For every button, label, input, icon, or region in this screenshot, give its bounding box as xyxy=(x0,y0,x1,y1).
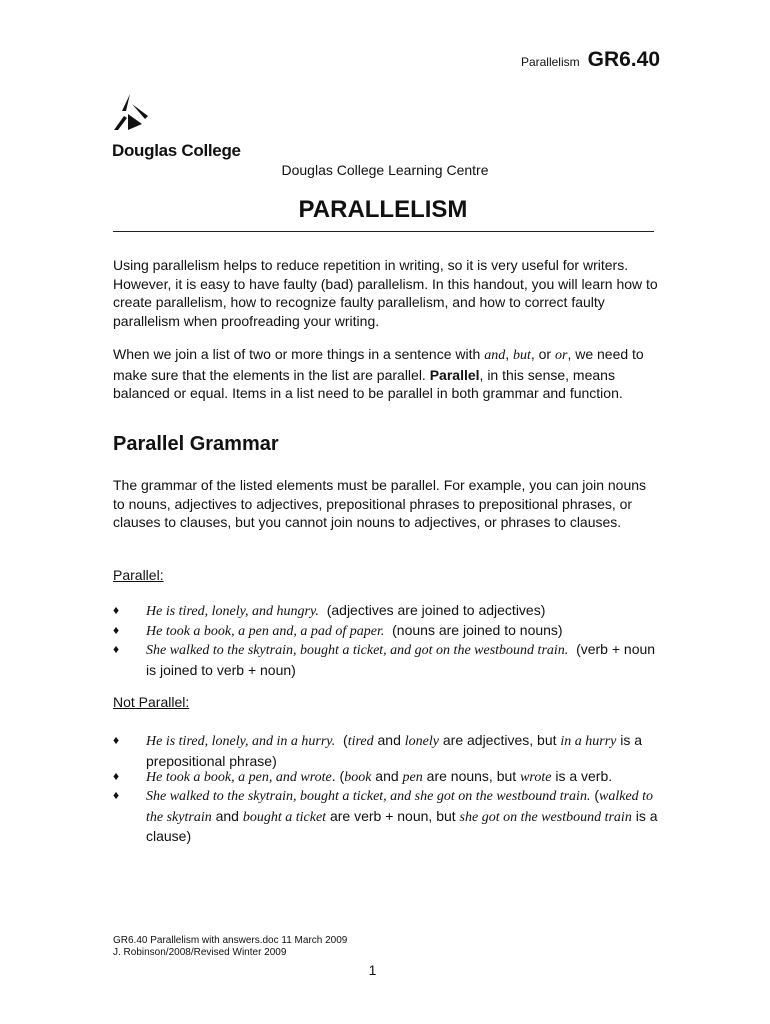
grammar-paragraph: The grammar of the listed elements must be parallel. For example, you can join nouns to nouns, adjectives to adjectives, prepositional phrases to prepositional phrases, or clauses to clauses, but you cannot join nouns to adjectives, or phrases to clauses. xyxy=(113,477,647,530)
running-header xyxy=(521,48,660,72)
list-item: ♦ She walked to the skytrain, bought a ticket, and she got on the westbound train. (walked to the skytrain and bought a ticket are verb + noun, but she got on the westbound train is a clause) xyxy=(113,787,658,844)
diamond-bullet-icon: ♦ xyxy=(113,642,120,656)
douglas-college-logo xyxy=(112,94,241,161)
header-label: Parallelism xyxy=(520,55,580,69)
page-title: PARALLELISM xyxy=(298,196,468,223)
parallel-definition-paragraph: When we join a list of two or more things in a sentence with and, but, or or, we need to make sure that the elements in the list are parallel. Parallel, in this sense, means balanced or equal. Items in a list need to be parallel in both grammar and function. xyxy=(113,346,644,401)
list-item: ♦ He is tired, lonely, and in a hurry. (tired and lonely are adjectives, but in a hurry is a prepositional phrase) xyxy=(113,732,643,769)
list-item: ♦ He took a book, a pen and, a pad of paper. (nouns are joined to nouns) xyxy=(113,622,563,639)
logo-mark-icon xyxy=(112,94,152,132)
diamond-bullet-icon: ♦ xyxy=(113,788,120,802)
document-footer xyxy=(113,935,347,959)
diamond-bullet-icon: ♦ xyxy=(113,603,120,617)
learning-centre-line: Douglas College Learning Centre xyxy=(281,162,489,178)
header-code: GR6.40 xyxy=(587,48,660,71)
list-item: ♦ He is tired, lonely, and hungry. (adjectives are joined to adjectives) xyxy=(113,602,546,619)
diamond-bullet-icon: ♦ xyxy=(113,733,120,747)
footer-filename: GR6.40 Parallelism with answers.doc 11 March 2009 xyxy=(113,935,348,946)
page-number: 1 xyxy=(368,962,377,978)
diamond-bullet-icon: ♦ xyxy=(113,769,120,783)
not-parallel-label: Not Parallel: xyxy=(113,694,190,710)
parallel-term: Parallel xyxy=(429,366,480,383)
title-rule xyxy=(113,231,654,232)
footer-author: J. Robinson/2008/Revised Winter 2009 xyxy=(113,947,287,958)
section-heading-parallel-grammar: Parallel Grammar xyxy=(113,433,279,455)
parallel-label: Parallel: xyxy=(113,567,164,583)
logo-wordmark: Douglas College xyxy=(112,141,241,160)
intro-paragraph: Using parallelism helps to reduce repetition in writing, so it is very useful for writers. However, it is easy to have faulty (bad) parallelism. In this handout, you will learn how to create parallelism, how to recognize faulty parallelism, and how to correct faulty parallelism when proofreading your writing. xyxy=(113,257,658,329)
diamond-bullet-icon: ♦ xyxy=(113,623,120,637)
list-item: ♦ He took a book, a pen, and wrote. (book and pen are nouns, but wrote is a verb. xyxy=(113,768,613,785)
list-item: ♦ She walked to the skytrain, bought a ticket, and got on the westbound train. (verb + noun is joined to verb + noun) xyxy=(113,641,656,678)
